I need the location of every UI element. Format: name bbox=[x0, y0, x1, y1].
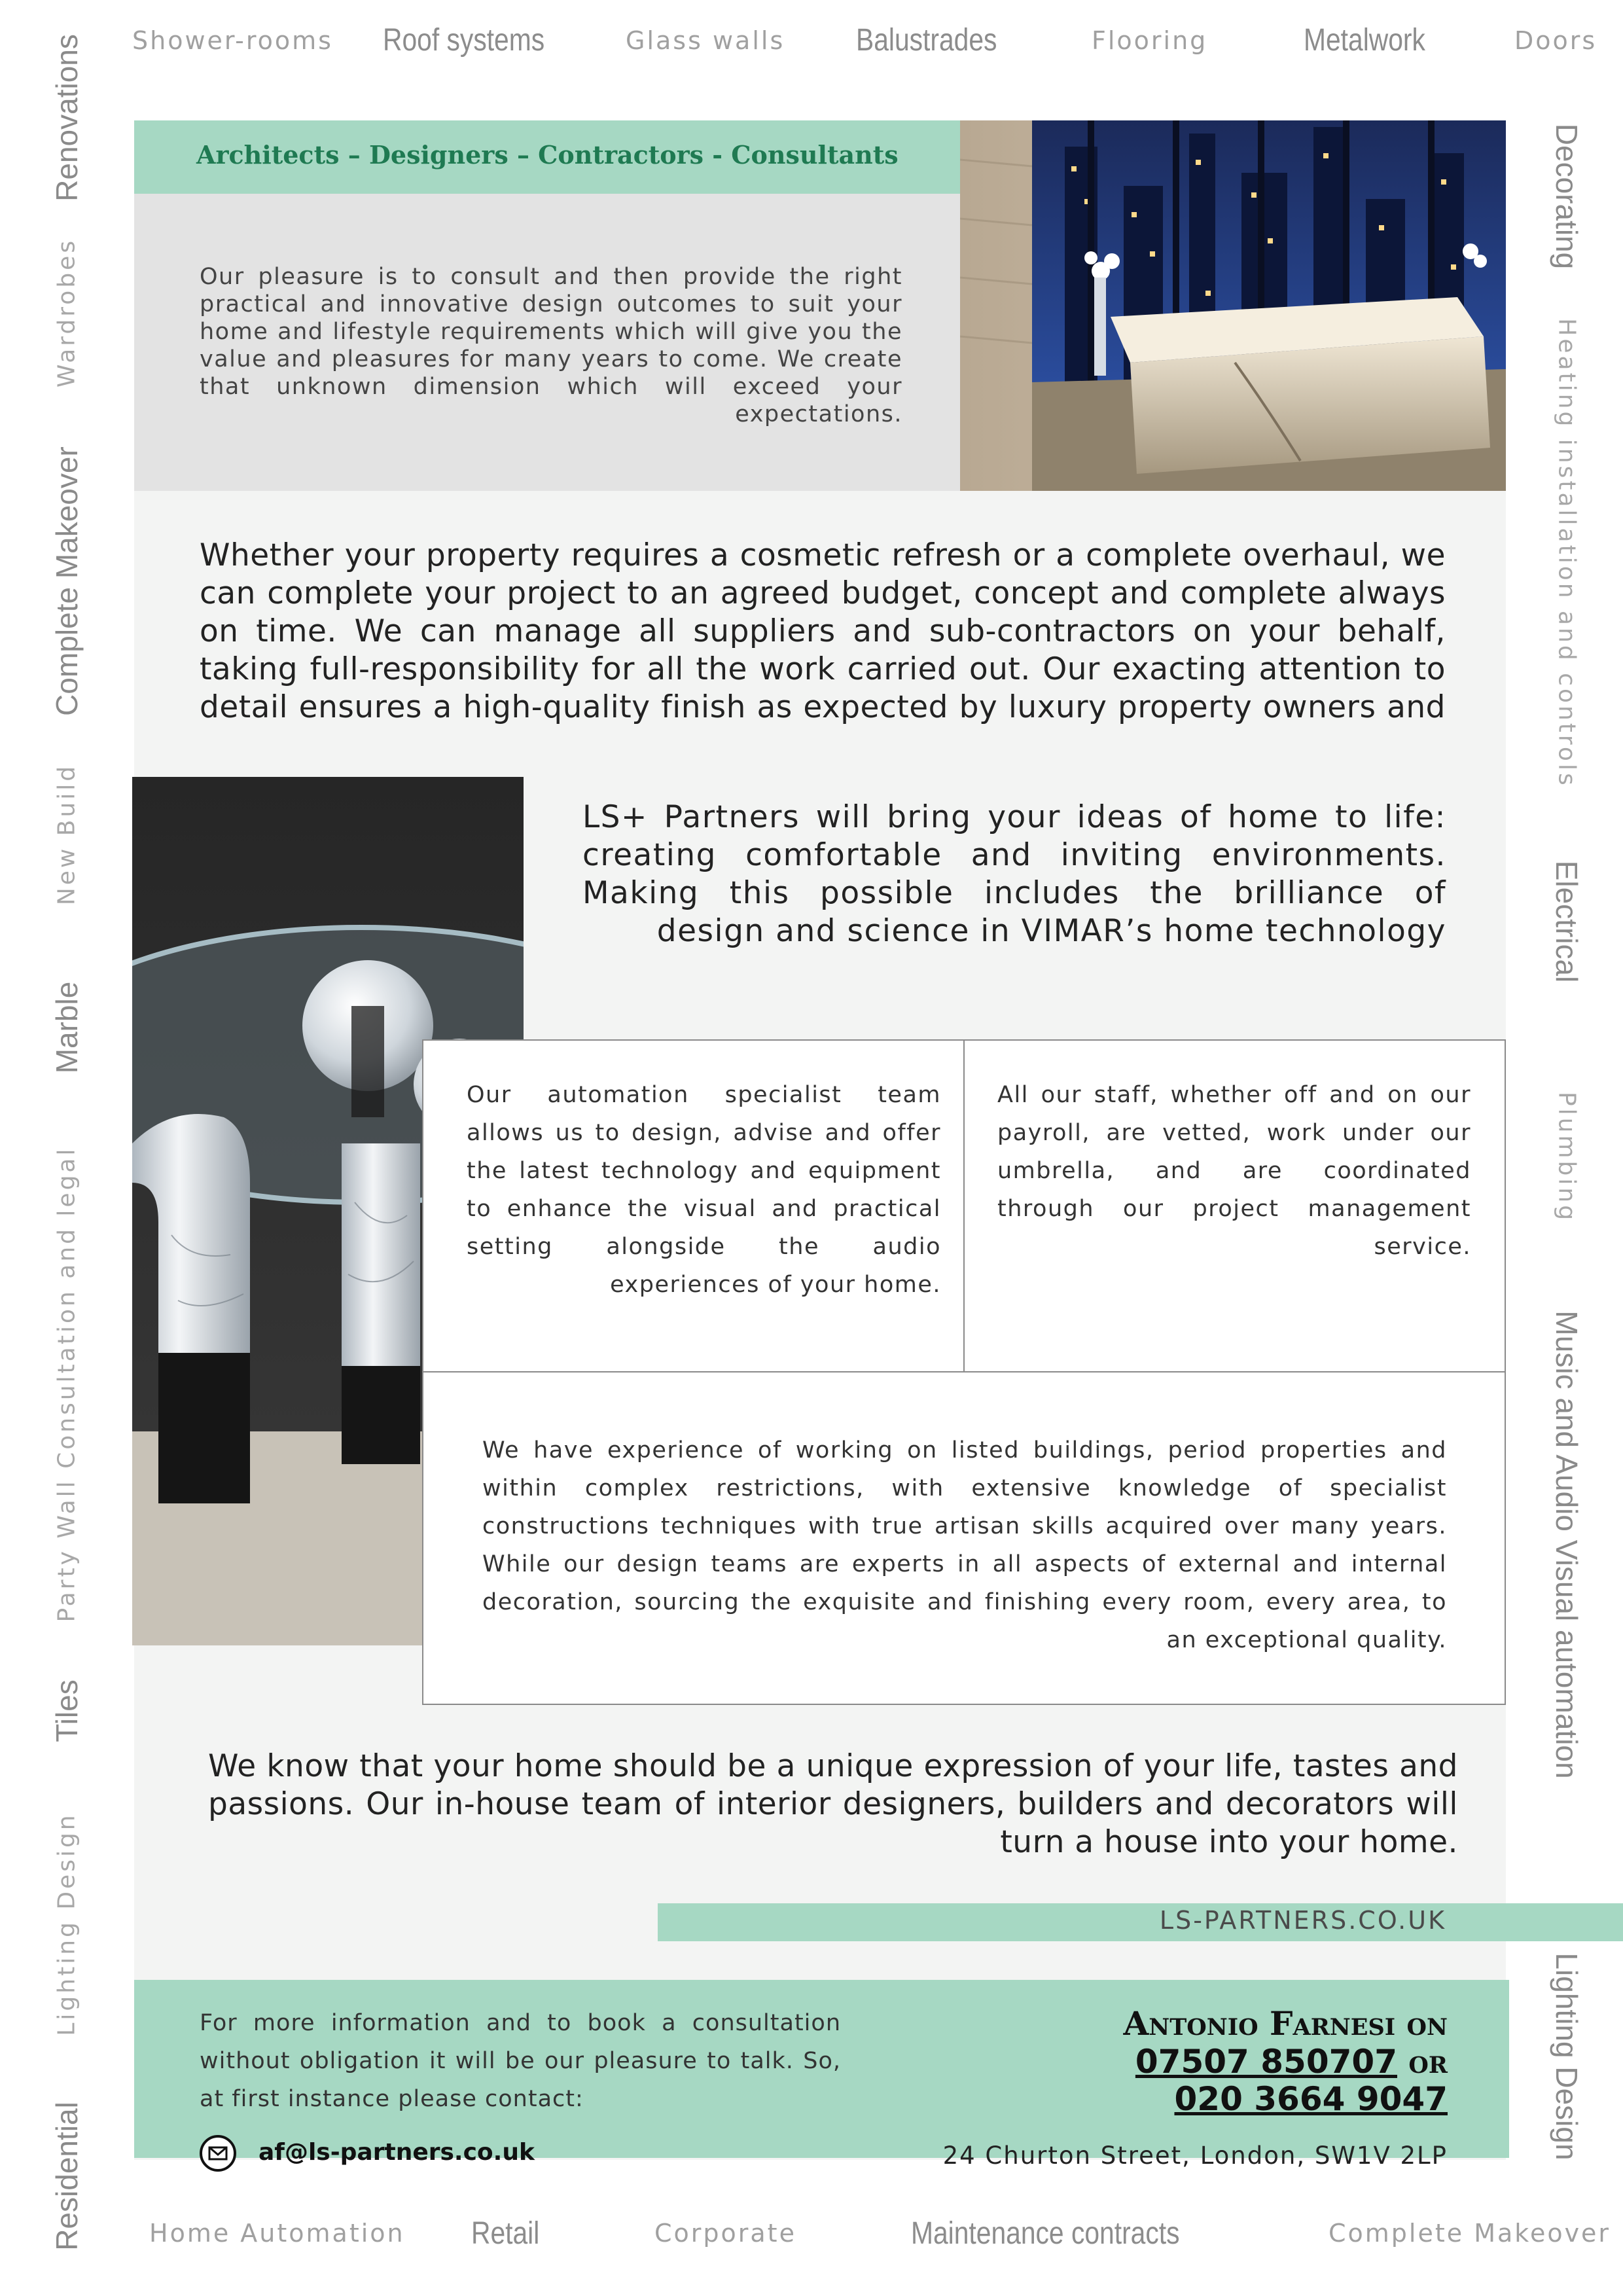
right-nav-lighting-design[interactable]: Lighting Design bbox=[1550, 1952, 1584, 2161]
experience-text: We have experience of working on listed buildings, period properties and within complex restrictions, with extensive knowledge of specialist constructions techniques with true artisan skills acquired over many years. While our design teams are experts in all aspects of external and internal decoration, sourcing the exquisite and finishing every room, every area, to an exceptional quality. bbox=[482, 1437, 1447, 1653]
email-link[interactable]: af@ls-partners.co.uk bbox=[259, 2139, 535, 2166]
left-nav-complete-makeover[interactable]: Complete Makeover bbox=[50, 446, 84, 716]
phone-1-link[interactable]: 07507 850707 bbox=[1135, 2043, 1397, 2081]
top-nav-shower-rooms[interactable]: Shower-rooms bbox=[132, 26, 333, 55]
left-nav-lighting-design[interactable]: Lighting Design bbox=[53, 1812, 80, 2036]
top-nav-metalwork[interactable]: Metalwork bbox=[1304, 23, 1425, 58]
right-nav-heating[interactable]: Heating installation and controls bbox=[1553, 318, 1580, 788]
left-nav-wardrobes[interactable]: Wardrobes bbox=[53, 238, 80, 388]
intro-text: Our pleasure is to consult and then provide the right practical and innovative design outcomes to suit your home and lifestyle requirements which will give you the value and pleasures for many years to come. We create that unknown dimension which will exceed your expectations. bbox=[200, 264, 902, 427]
contact-name-line: Antonio Farnesi on bbox=[1123, 2004, 1448, 2043]
top-nav-doors[interactable]: Doors bbox=[1514, 26, 1597, 55]
top-nav-flooring[interactable]: Flooring bbox=[1092, 26, 1208, 55]
phone-2-link[interactable]: 020 3664 9047 bbox=[1174, 2080, 1448, 2118]
left-nav-party-wall[interactable]: Party Wall Consultation and legal bbox=[53, 1146, 80, 1623]
top-nav-roof-systems[interactable]: Roof systems bbox=[383, 23, 545, 58]
experience-box bbox=[422, 1371, 1506, 1705]
or-word: or bbox=[1408, 2042, 1448, 2081]
staff-box bbox=[963, 1039, 1506, 1372]
email-icon bbox=[200, 2135, 236, 2172]
bottom-nav-corporate[interactable]: Corporate bbox=[654, 2219, 796, 2248]
left-nav-new-build[interactable]: New Build bbox=[53, 763, 80, 906]
tagline: Architects – Designers – Contractors - Consultants bbox=[196, 140, 899, 170]
contact-info: For more information and to book a consultation without obligation it will be our pleasure to talk. So, at first instance please contact: bbox=[200, 2010, 841, 2112]
right-nav-music-audio-visual[interactable]: Music and Audio Visual automation bbox=[1550, 1310, 1584, 1779]
bottom-nav-home-automation[interactable]: Home Automation bbox=[149, 2219, 405, 2248]
top-nav-glass-walls[interactable]: Glass walls bbox=[626, 26, 785, 55]
automation-box bbox=[422, 1039, 965, 1372]
website-link[interactable]: LS-PARTNERS.CO.UK bbox=[1159, 1906, 1446, 1935]
bottom-nav-complete-makeover[interactable]: Complete Makeover bbox=[1329, 2219, 1611, 2248]
address: 24 Churton Street, London, SW1V 2LP bbox=[942, 2142, 1448, 2170]
left-nav-residential[interactable]: Residential bbox=[50, 2102, 84, 2251]
bottom-nav-maintenance[interactable]: Maintenance contracts bbox=[911, 2216, 1180, 2251]
left-nav-marble[interactable]: Marble bbox=[50, 981, 84, 1074]
overview-text: Whether your property requires a cosmetic refresh or a complete overhaul, we can complete your project to an agreed budget, concept and complete always on time. We can manage all suppliers and sub-contractors on your behalf, taking full-responsibility for all the work carried out. Our exacting attention to detail ensures a high-quality finish as expected by luxury property owners and bbox=[200, 537, 1446, 725]
bottom-nav-retail[interactable]: Retail bbox=[471, 2216, 540, 2251]
bathroom-photo bbox=[960, 120, 1506, 491]
top-nav-balustrades[interactable]: Balustrades bbox=[856, 23, 997, 58]
right-nav-plumbing[interactable]: Plumbing bbox=[1553, 1091, 1580, 1223]
staff-text: All our staff, whether off and on our payroll, are vetted, work under our umbrella, and are coordinated through our project management service. bbox=[997, 1082, 1471, 1260]
closing-text: We know that your home should be a unique expression of your life, tastes and passions. Our in-house team of interior designers, builders and decorators will turn a house into your home. bbox=[208, 1748, 1458, 1860]
right-nav-decorating[interactable]: Decorating bbox=[1550, 123, 1584, 270]
automation-text: Our automation specialist team allows us to design, advise and offer the latest technology and equipment to enhance the visual and practical setting alongside the audio experiences of your home. bbox=[467, 1082, 941, 1298]
ideas-text: LS+ Partners will bring your ideas of home to life: creating comfortable and inviting environments. Making this possible includes the brilliance of design and science in VIMAR’s home technology bbox=[582, 799, 1446, 949]
phone-line-1 bbox=[982, 2042, 1448, 2081]
left-nav-renovations[interactable]: Renovations bbox=[50, 34, 84, 202]
website-bar bbox=[658, 1903, 1623, 1941]
left-nav-tiles[interactable]: Tiles bbox=[50, 1679, 84, 1742]
right-nav-electrical[interactable]: Electrical bbox=[1550, 860, 1584, 983]
